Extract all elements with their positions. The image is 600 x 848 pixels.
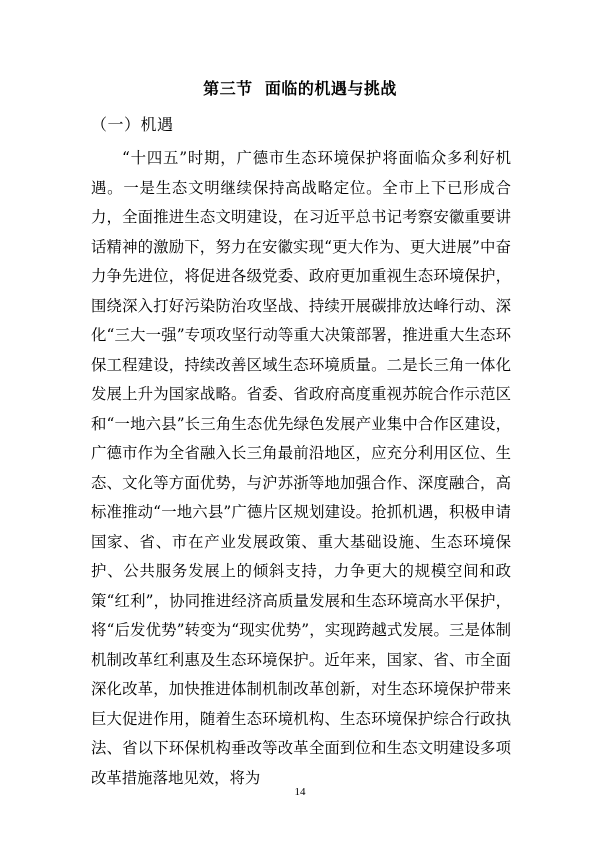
- section-title: 第三节 面临的机遇与挑战: [203, 79, 397, 98]
- page-number: 14: [294, 786, 306, 798]
- subheading-opportunities: （一）机遇: [91, 115, 174, 134]
- body-paragraph: “十四五”时期，广德市生态环境保护将面临众多利好机遇。一是生态文明继续保持高战略定位。全市上下已形成合力，全面推进生态文明建设，在习近平总书记考察安徽重要讲话精神的激励下，努力在安徽实现“更大作为、更大进展”中奋力争先进位，将促进各级党委、政府更加重视生态环境保护，围绕深入打好污染防治攻坚战、持续开展碳排放达峰行动、深化“三大一强”专项攻坚行动等重大决策部署，推进重大生态环保工程建设，持续改善区域生态环境质量。二是长三角一体化发展上升为国家战略。省委、省政府高度重视苏皖合作示范区和“一地六县”长三角生态优先绿色发展产业集中合作区建设，广德市作为全省融入长三角最前沿地区，应充分利用区位、生态、文化等方面优势，与沪苏浙等地加强合作、深度融合，高标准推动“一地六县”广德片区规划建设。抢抓机遇，积极申请国家、省、市在产业发展政策、重大基础设施、生态环境保护、公共服务发展上的倾斜支持，力争更大的规模空间和政策“红利”，协同推进经济高质量发展和生态环境高水平保护，将“后发优势”转变为“现实优势”，实现跨越式发展。三是体制机制改革红利惠及生态环境保护。近年来，国家、省、市全面深化改革，加快推进体制机制改革创新，对生态环境保护带来巨大促进作用，随着生态环境机构、生态环境保护综合行政执法、省以下环保机构垂改等改革全面到位和生态文明建设多项改革措施落地见效，将为: [91, 149, 511, 787]
